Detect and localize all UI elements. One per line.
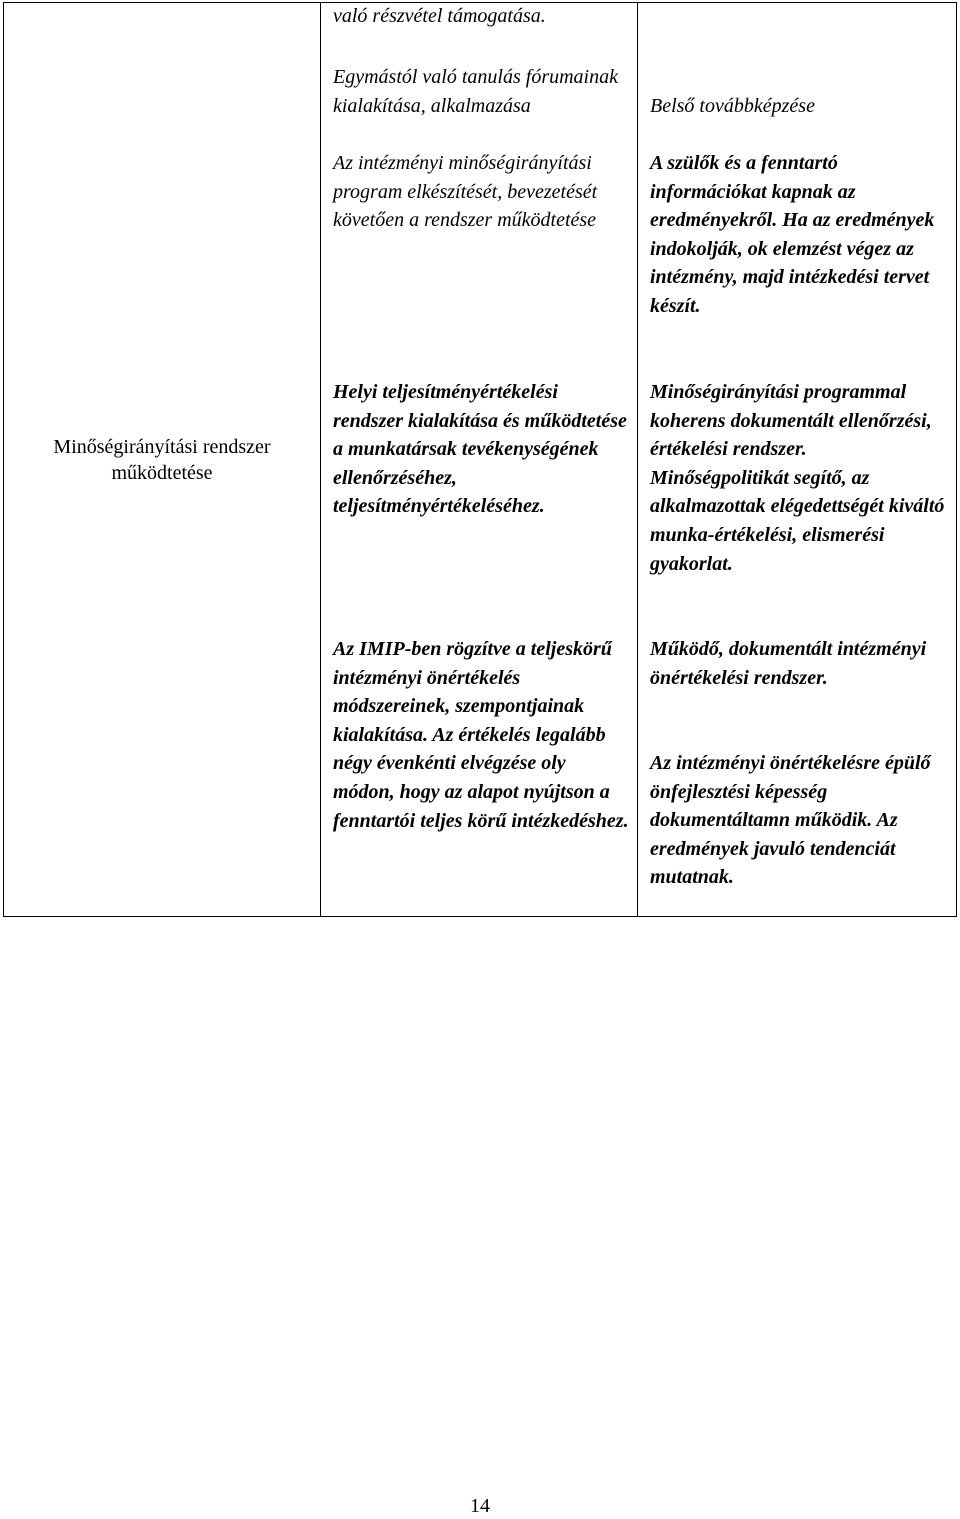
page-number: 14: [470, 1495, 490, 1517]
indicator-text-4: Működő, dokumentált intézményi önértékelési rendszer.: [650, 638, 927, 689]
indicator-text-1: Belső továbbképzése: [650, 95, 815, 117]
goal-text-3: Helyi teljesítményértékelési rendszer kialakítása és működtetése a munkatársak tevékenységének ellenőrzéséhez, teljesítményértékeléséhez.: [333, 381, 627, 518]
goals-cell: [321, 3, 638, 917]
goal-text-0: való részvétel támogatása.: [333, 5, 546, 27]
indicator-text-2: A szülők és a fenntartó információkat kapnak az eredményekről. Ha az eredmények indokolják, ok elemzést végez az intézmény, majd intézkedési tervet készít.: [650, 152, 935, 317]
indicators-cell: [638, 3, 957, 917]
goal-text-4: Az IMIP-ben rögzítve a teljeskörű intézményi önértékelés módszereinek, szempontjainak kialakítása. Az értékelés legalább négy évenkénti elvégzése oly módon, hogy az alapot nyújtson a fenntartói teljes körű intézkedéshez.: [333, 638, 629, 832]
goal-text-1: Egymástól való tanulás fórumainak kialakítása, alkalmazása: [333, 66, 618, 117]
indicator-text-5: Az intézményi önértékelésre épülő önfejlesztési képesség dokumentáltamn működik. Az eredmények javuló tendenciát mutatnak.: [650, 752, 931, 889]
area-label: Minőségirányítási rendszer működtetése: [53, 435, 271, 484]
goal-text-2: Az intézményi minőségirányítási program elkészítését, bevezetését követően a rendszer működtetése: [333, 152, 598, 232]
table-row: [4, 3, 957, 917]
indicator-text-3: Minőségirányítási programmal koherens dokumentált ellenőrzési, értékelési rendszer. Minőségpolitikát segítő, az alkalmazottak elégedettségét kiváltó munka-értékelési, elismerési gyakorlat.: [650, 381, 945, 575]
quality-management-table: [3, 2, 957, 917]
area-cell: [4, 3, 321, 917]
